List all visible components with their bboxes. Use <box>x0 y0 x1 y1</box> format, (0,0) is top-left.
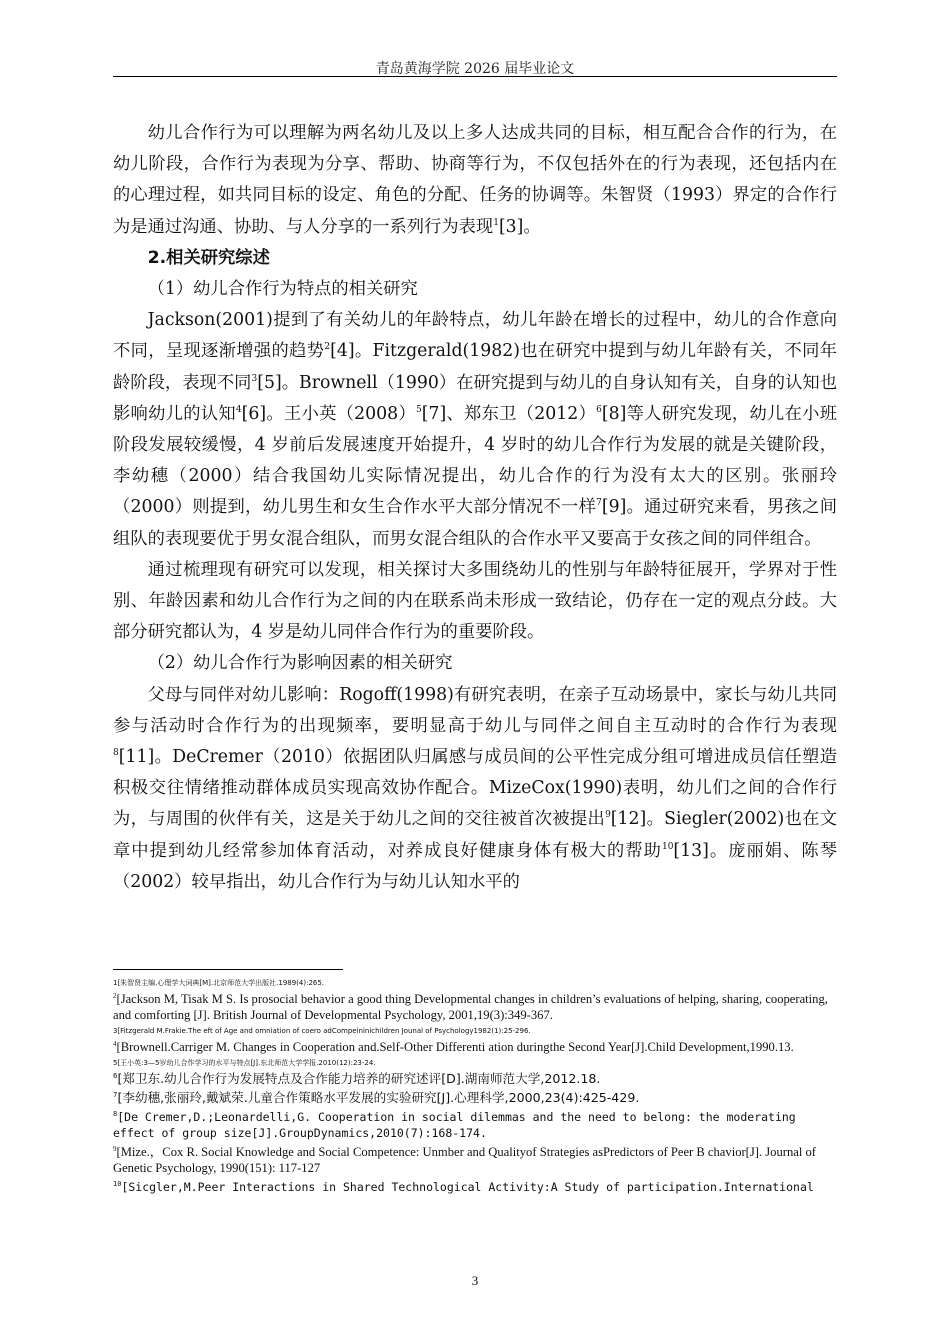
footnotes <box>113 978 837 1198</box>
footnote-separator <box>113 969 343 970</box>
citation: [3]。 <box>498 216 541 237</box>
paragraph-characteristics <box>113 305 837 555</box>
page-header-title: 青岛黄海学院 2026 届毕业论文 <box>375 61 575 77</box>
paragraph-summary: 通过梳理现有研究可以发现，相关探讨大多围绕幼儿的性别与年龄特征展开，学界对于性别、年龄因素和幼儿合作行为之间的内在联系尚未形成一致结论，仍存在一定的观点分歧。大部分研究都认为，4 岁是幼儿同伴合作行为的重要阶段。 <box>113 559 837 643</box>
paragraph-text: [11]。DeCremer（2010）依据团队归属感与成员间的公平性完成分组可增进成员信任塑造积极交往情绪推动群体成员实现高效协作配合。MizeCox(1990)表明，幼儿们之间的合作行为，与周围的伙伴有关，这是关于幼儿之间的交往被首次被提出 <box>113 747 837 830</box>
page-number: 3 <box>471 1273 479 1288</box>
footnote-ref[interactable]: 6 <box>596 405 602 416</box>
footnote-text: [李幼穗,张丽玲,戴斌荣.儿童合作策略水平发展的实验研究[J].心理科学,2000,23(4):425-429. <box>117 1090 640 1105</box>
paragraph-text: [9]。通过研究来看，男孩之间组队的表现要优于男女混合组队，而男女混合组队的合作水平又要高于女孩之间的同伴组合。 <box>113 497 837 549</box>
footnote-text: [Brownell.Carriger M. Changes in Cooperation and.Self-Other Differenti ation duringthe Second Year[J].Child Development,1990.13. <box>116 1040 794 1054</box>
footnote-7 <box>113 1090 837 1106</box>
footnote-text: [Sicgler,M.Peer Interactions in Shared Technological Activity:A Study of participation.International <box>121 1180 814 1194</box>
footnote-ref[interactable]: 1 <box>493 217 499 228</box>
paragraph-text: 幼儿合作行为可以理解为两名幼儿及以上多人达成共同的目标，相互配合合作的行为，在幼儿阶段，合作行为表现为分享、帮助、协商等行为，不仅包括外在的行为表现，还包括内在的心理过程，如共同目标的设定、角色的分配、任务的协调等。朱智贤（1993）界定的合作行为是通过沟通、协助、与人分享的一系列行为表现 <box>113 123 837 237</box>
footnote-5: 5[王小英:3—5岁幼儿合作学习的水平与特点[J].东北师范大学学报.2010(12):23-24. <box>113 1059 376 1067</box>
paragraph-text: [7]、郑东卫（2012） <box>421 403 597 424</box>
paragraph-text: [8]等人研究发现，幼儿在小班阶段发展较缓慢，4 岁前后发展速度开始提升，4 岁时的幼儿合作行为发展的就是关键阶段，李幼穗（2000）结合我国幼儿实际情况提出，幼儿合作的行为没有太大的区别。张丽玲（2000）则提到，幼儿男生和女生合作水平大部分情况不一样 <box>113 403 837 518</box>
paragraph-text: [12]。Siegler(2002)也在文章中提到幼儿经常参加体育活动，对养成良好健康身体有极大的帮助 <box>113 809 837 861</box>
paragraph-text: [4]。Fitzgerald(1982)也在研究中提到与幼儿年龄有关，不同年龄阶段，表现不同 <box>113 341 837 393</box>
footnote-text: [Mize.，Cox R. Social Knowledge and Social Competence: Unmber and Qualityof Strategies asPredictors of Peer B chavior[J]. Journal of Genetic Psychology, 1990(151): 117-127 <box>113 1145 816 1175</box>
footnote-3: 3[Fitzgerald M.Frakie.The eft of Age and omniation of coero adCompeininichildren Jounal of Psychology1982(1):25-296. <box>113 1027 531 1035</box>
paragraph-text: 父母与同伴对幼儿影响：Rogoff(1998)有研究表明，在亲子互动场景中，家长与幼儿共同参与活动时合作行为的出现频率，要明显高于幼儿与同伴之间自主互动时的合作行为表现 <box>113 684 837 736</box>
document-body <box>113 118 837 898</box>
footnote-mark: 2 <box>113 991 117 1000</box>
paragraph-text: [5]。Brownell（1990）在研究提到与幼儿的自身认知有关，自身的认知也影响幼儿的认知 <box>113 372 837 424</box>
footnote-ref[interactable]: 5 <box>416 405 422 416</box>
footnote-ref[interactable]: 4 <box>235 405 242 416</box>
footnote-ref[interactable]: 7 <box>596 498 602 509</box>
footnote-8 <box>113 1109 837 1141</box>
footnote-9 <box>113 1144 837 1176</box>
footnote-mark: 7 <box>113 1090 118 1099</box>
section-heading: 2.相关研究综述 <box>147 247 270 268</box>
footnote-ref[interactable]: 10 <box>661 841 674 852</box>
footnote-mark: 8 <box>113 1110 118 1119</box>
paragraph-influences <box>113 680 837 898</box>
footnote-text: [De Cremer,D.;Leonardelli,G. Cooperation in social dilemmas and the need to belong: the moderating effect of group size[J].GroupDynamics,2010(7):168-174. <box>113 1110 796 1140</box>
header-rule <box>113 76 837 77</box>
footnote-4 <box>113 1039 837 1055</box>
paragraph-text: Jackson(2001)提到了有关幼儿的年龄特点，幼儿年龄在增长的过程中，幼儿的合作意向不同，呈现逐渐增强的趋势 <box>113 310 837 362</box>
footnote-6 <box>113 1071 837 1087</box>
paragraph-text: [13]。庞丽娟、陈琴（2002）较早指出，幼儿合作行为与幼儿认知水平的 <box>113 840 837 892</box>
footnote-ref[interactable]: 9 <box>605 810 611 821</box>
footnote-mark: 9 <box>113 1144 117 1153</box>
footnote-1: 1[朱智贤主编.心理学大词典[M].北京师范大学出版社.1989(4):265. <box>113 979 325 987</box>
footnote-ref[interactable]: 2 <box>324 342 331 353</box>
footnote-mark: 6 <box>113 1071 118 1080</box>
footnote-ref[interactable]: 8 <box>113 748 119 759</box>
footnote-10 <box>113 1179 837 1195</box>
paragraph-text: [6]。王小英（2008） <box>241 403 416 424</box>
footnote-2 <box>113 991 837 1023</box>
footnote-ref[interactable]: 3 <box>251 373 258 384</box>
footnote-mark: 10 <box>113 1180 122 1189</box>
footnote-text: [Jackson M, Tisak M S. Is prosocial behavior a good thing Developmental changes in children’s evaluations of helping, sharing, cooperating, and comforting [J]. British Journal of Developmental Psychology, 2001,19(3):349-367. <box>113 992 828 1022</box>
subsection-heading: （2）幼儿合作行为影响因素的相关研究 <box>147 653 453 674</box>
subsection-heading: （1）幼儿合作行为特点的相关研究 <box>147 279 418 300</box>
paragraph-definition <box>113 118 837 243</box>
footnote-mark: 4 <box>113 1039 117 1048</box>
footnote-text: [郑卫东.幼儿合作行为发展特点及合作能力培养的研究述评[D].湖南师范大学,2012.18. <box>117 1071 601 1086</box>
